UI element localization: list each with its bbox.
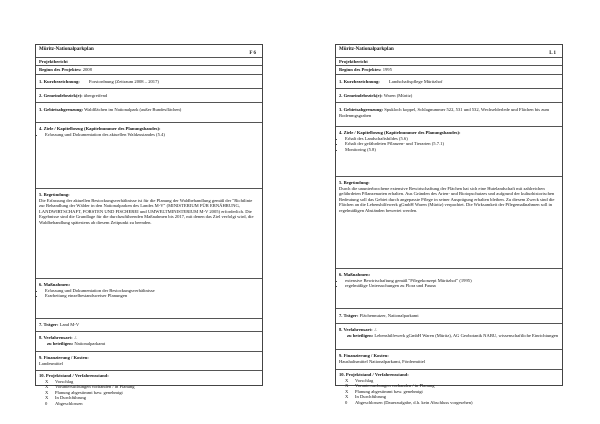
status-mark: X bbox=[345, 394, 349, 400]
section-7 bbox=[36, 319, 262, 332]
list-item: • Erfassung und Dokumentation der Bestockungsverhältnisse bbox=[45, 288, 259, 294]
project-start-label: Beginn des Projektes: bbox=[39, 67, 82, 72]
section-7-value: Land M-V bbox=[59, 322, 80, 327]
status-row bbox=[39, 401, 259, 407]
section-2-value: Waren (Müritz) bbox=[383, 93, 413, 98]
list-item: • Erarbeitung einzelbestandsweiser Planungen bbox=[45, 293, 259, 299]
section-2 bbox=[36, 89, 262, 103]
section-9-value: Haushaltsmittel Nationalparkamt, Fördermittel bbox=[339, 358, 426, 364]
project-start-label: Beginn des Projektes: bbox=[339, 67, 382, 72]
status-mark: X bbox=[45, 395, 49, 401]
section-7-label: 7. Träger: bbox=[339, 313, 359, 318]
section-8-label: 8. Verfahrensart: bbox=[339, 327, 373, 332]
section-3-label: 3. Gebietsabgrenzung: bbox=[39, 107, 84, 112]
section-2-value: übergreifend bbox=[83, 93, 108, 98]
project-start-value: 1995 bbox=[382, 67, 392, 72]
list-item: • extensive Bewirtschaftung gemäß "Pflegekonzept Müritzhof" (1995) bbox=[345, 278, 559, 284]
status-mark: X bbox=[345, 388, 349, 394]
section-4 bbox=[336, 127, 562, 177]
status-mark: 0 bbox=[45, 400, 48, 406]
section-6-list bbox=[339, 278, 559, 289]
section-5-label: 5. Begründung: bbox=[39, 192, 70, 197]
section-3-value: Waldflächen im Nationalpark (außer Bundesflächen) bbox=[84, 107, 182, 112]
project-start-row bbox=[36, 66, 262, 75]
status-text: In Durchführung bbox=[55, 395, 86, 401]
list-item: • regelmäßige Untersuchungen zu Flora und Fauna bbox=[345, 283, 559, 289]
section-9-value: Landesmittel bbox=[39, 360, 63, 366]
section-9 bbox=[336, 350, 562, 370]
section-3 bbox=[336, 103, 562, 127]
section-1 bbox=[36, 75, 262, 89]
subheader-text: Projektbericht bbox=[339, 59, 368, 64]
section-1-value: Landschaftspflege Müritzhof bbox=[389, 79, 443, 84]
status-text: Vorschlag bbox=[355, 377, 374, 383]
section-2-label: 2. Gemeindebezirk(e): bbox=[39, 93, 83, 98]
section-6-label: 6. Maßnahmen: bbox=[39, 282, 71, 287]
section-6 bbox=[336, 269, 562, 309]
section-3-label: 3. Gebietsabgrenzung: bbox=[339, 107, 384, 112]
section-8-sub-label: zu beteiligen: bbox=[47, 340, 74, 346]
section-4-label: 4. Ziele / Kapitelbezug (Kapitelnummer des Planungsbandes): bbox=[39, 126, 161, 131]
subheader bbox=[36, 58, 262, 66]
sheet-header bbox=[336, 45, 562, 58]
status-mark: X bbox=[45, 389, 49, 395]
section-10 bbox=[36, 371, 262, 406]
list-item: • Monitoring (5.8) bbox=[345, 147, 559, 153]
section-7-label: 7. Träger: bbox=[39, 322, 59, 327]
section-5-text: Die Erfassung der aktuellen Bestockungsverhältnisse ist für die Planung der Waldbehandlung gemäß der "Richtlinie zur Behandlung der Wälder in den Nationalparken des Landes M-V" (MINISTERIUM FÜR ERNÄHRUNG, LANDWIRTSCHAFT, FORSTEN UND FISCHEREI und UMWELTMINISTERIUM M-V 2005) erforderlich. Die Ergebnisse sind die Grundlage für die durchzuführenden Maßnahmen bis 2017, mit denen das Ziel verfolgt wird, die Waldbehandlung spätestens ab diesem Zeitpunkt zu beenden. bbox=[39, 197, 254, 225]
project-sheet-right bbox=[335, 44, 563, 405]
section-3 bbox=[36, 103, 262, 123]
section-2 bbox=[336, 89, 562, 103]
section-1-label: 1. Kurzbezeichnung: bbox=[39, 79, 80, 84]
section-7-value: Flächennutzer, Nationalparkamt bbox=[359, 313, 419, 318]
list-item: • Erhalt des Landschaftsbildes (5.6) bbox=[345, 136, 559, 142]
status-text: In Durchführung bbox=[355, 394, 386, 400]
section-8-sub-value: Nationalparkamt bbox=[74, 340, 106, 346]
section-8-sub-label: zu beteiligen: bbox=[347, 332, 374, 338]
section-4-label: 4. Ziele / Kapitelbezug (Kapitelnummer des Planungsbandes): bbox=[339, 130, 461, 135]
project-start-value: 2008 bbox=[82, 67, 92, 72]
section-8 bbox=[36, 332, 262, 352]
section-4-list bbox=[339, 136, 559, 153]
section-8-value: ./. bbox=[373, 327, 378, 332]
section-2-label: 2. Gemeindebezirk(e): bbox=[339, 93, 383, 98]
section-10-label: 10. Projektstand / Verfahrensstand: bbox=[39, 373, 109, 378]
section-10-label: 10. Projektstand / Verfahrensstand: bbox=[339, 372, 409, 377]
status-text: Voruntersuchungen vorhanden / in Planung bbox=[355, 383, 435, 389]
project-sheet-left bbox=[35, 44, 263, 406]
status-mark: X bbox=[345, 383, 349, 389]
section-5-text: Durch die ununterbrochene extensive Bewirtschaftung der Flächen hat sich eine Hutelandschaft mit zahlreichen gefährdeten Pflanzenarten erhalten. Aus Gründen des Arten- und Biotopschutzes und aufgrund der kulturhistorischen Bedeutung soll das Gebiet durch angepasste Pflege in seiner Ausprägung erhalten bleiben. Zu diesem Zweck sind die Flächen an die Lebenshilfewerk gGmbH Waren (Müritz) verpachtet. Die Wirksamkeit der Pflegemaßnahmen soll in regelmäßigen Abständen bewertet werden. bbox=[339, 185, 555, 213]
status-row bbox=[339, 400, 559, 406]
status-text: Planung abgestimmt bzw. genehmigt bbox=[355, 388, 423, 394]
sheet-number: L 1 bbox=[549, 51, 556, 56]
status-text: Abgeschlossen (Daueraufgabe, d.h. kein Abschluss vorgesehen) bbox=[355, 399, 473, 405]
section-9-label: 9. Finanzierung / Kosten: bbox=[39, 355, 89, 360]
section-8-value: ./. bbox=[73, 335, 78, 340]
section-4-list bbox=[39, 132, 259, 138]
project-start-row bbox=[336, 66, 562, 75]
status-text: Voruntersuchungen vorhanden / in Planung bbox=[55, 384, 135, 390]
section-3-value: Spukloch koppel, Schlagnummer 522, 531 und 532, Wechselderlede und Flächen bis zum Bodenmgsgraben bbox=[339, 107, 550, 118]
section-9 bbox=[36, 352, 262, 371]
section-6-list bbox=[39, 288, 259, 299]
status-mark: 0 bbox=[345, 399, 348, 405]
section-1-label: 1. Kurzbezeichnung: bbox=[339, 79, 380, 84]
subheader-text: Projektbericht bbox=[39, 59, 68, 64]
sheet-header bbox=[36, 45, 262, 58]
list-item: • Erfassung und Dokumentation des aktuellen Waldzustandes (5.4) bbox=[45, 132, 259, 138]
status-mark: X bbox=[45, 378, 49, 384]
status-text: Abgeschlossen bbox=[55, 400, 83, 406]
section-9-label: 9. Finanzierung / Kosten: bbox=[339, 353, 389, 358]
header-title: Müritz-Nationalparkplan bbox=[339, 47, 394, 52]
section-5 bbox=[336, 177, 562, 269]
section-1-value: Forstordnung (Zeitraum 2008 – 2017) bbox=[89, 79, 159, 84]
section-6 bbox=[36, 279, 262, 319]
section-8 bbox=[336, 324, 562, 350]
section-5-label: 5. Begründung: bbox=[339, 180, 370, 185]
list-item: • Erhalt der gefährdeten Pflanzen- und Tierarten (5.7.1) bbox=[345, 141, 559, 147]
section-4 bbox=[36, 123, 262, 189]
section-6-label: 6. Maßnahmen: bbox=[339, 272, 371, 277]
status-mark: X bbox=[45, 384, 49, 390]
section-8-sub-value: Lebenshilfewerk gGmbH Waren (Müritz), AG Geobotanik NABU, wissenschaftliche Einrichtungen bbox=[374, 332, 559, 338]
status-mark: X bbox=[345, 377, 349, 383]
section-7 bbox=[336, 309, 562, 324]
sheet-number: F 6 bbox=[249, 51, 256, 56]
header-title: Müritz-Nationalparkplan bbox=[39, 47, 94, 52]
subheader bbox=[336, 58, 562, 66]
section-1 bbox=[336, 75, 562, 89]
section-8-label: 8. Verfahrensart: bbox=[39, 335, 73, 340]
section-5 bbox=[36, 189, 262, 279]
status-text: Vorschlag bbox=[55, 378, 74, 384]
status-text: Planung abgestimmt bzw. genehmigt bbox=[55, 389, 123, 395]
section-10 bbox=[336, 370, 562, 405]
